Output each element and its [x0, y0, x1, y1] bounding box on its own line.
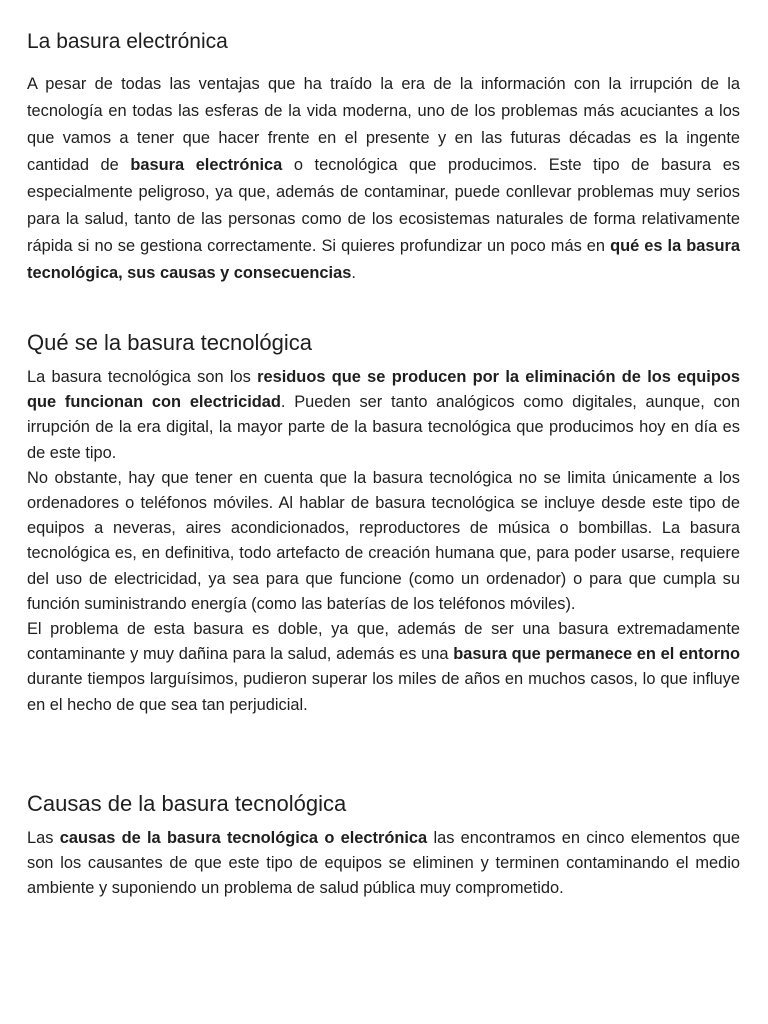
text-run: . Pueden ser tanto analógicos como digitales, aunque, con irrupción de la era digital, la mayor parte de la basura tecnológica que producimos hoy en día es de este tipo.	[27, 393, 740, 462]
intro-text	[27, 71, 740, 287]
paragraph: No obstante, hay que tener en cuenta que la basura tecnológica no se limita únicamente a los ordenadores o teléfonos móviles. Al hablar de basura tecnológica se incluye desde este tipo de equipos a neveras, aires acondicionados, reproductores de música o bombillas. La basura tecnológica es, en definitiva, todo artefacto de creación humana que, para poder usarse, requiere del uso de electricidad, ya sea para que funcione (como un ordenador) o para que cumpla su función suministrando energía (como las baterías de los teléfonos móviles).	[27, 468, 740, 613]
bold-phrase: residuos que se producen por la eliminación de los equipos que funcionan con electricidad	[27, 368, 741, 412]
text-run: Las	[27, 829, 60, 847]
bold-phrase: basura que permanece en el entorno	[453, 645, 740, 664]
section-body-causas	[27, 826, 740, 902]
text-run: A pesar de todas las ventajas que ha traído la era de la información con la irrupción de la tecnología en todas las esferas de la vida moderna, uno de los problemas más acuciantes a los que vamos a tener que hacer frente en el presente y en las futuras décadas es la ingente cantidad de	[27, 75, 740, 174]
text-run: las encontramos en cinco elementos que son los causantes de que este tipo de equipos se eliminen y terminen contaminando el medio ambiente y suponiendo un problema de salud pública muy comprometido.	[27, 829, 741, 898]
intro-paragraph	[27, 71, 740, 287]
document-title: La basura electrónica	[27, 30, 228, 53]
text-run: .	[351, 264, 356, 282]
bold-phrase: basura electrónica	[130, 156, 283, 174]
paragraph	[27, 365, 740, 466]
paragraph	[27, 617, 740, 718]
text-run: durante tiempos larguísimos, pudieron superar los miles de años en muchos casos, lo que influye en el hecho de que sea tan perjudicial.	[27, 670, 740, 714]
section-body-que-es	[27, 365, 740, 718]
text-run: La basura tecnológica son los	[27, 368, 258, 386]
bold-phrase: causas de la basura tecnológica o electrónica	[59, 829, 428, 847]
section-heading-causas: Causas de la basura tecnológica	[27, 791, 347, 816]
section-heading-que-es: Qué se la basura tecnológica	[27, 330, 312, 355]
text-run: El problema de esta basura es doble, ya que, además de ser una basura extremadamente contaminante y muy dañina para la salud, además es una	[27, 620, 740, 664]
text-run: o tecnológica que producimos. Este tipo de basura es especialmente peligroso, ya que, además de contaminar, puede conllevar problemas muy serios para la salud, tanto de las personas como de los ecosistemas naturales de forma relativamente rápida si no se gestiona correctamente. Si quieres profundizar un poco más en	[27, 156, 741, 255]
bold-phrase: qué es la basura tecnológica, sus causas y consecuencias	[27, 237, 740, 282]
paragraph	[27, 826, 740, 902]
